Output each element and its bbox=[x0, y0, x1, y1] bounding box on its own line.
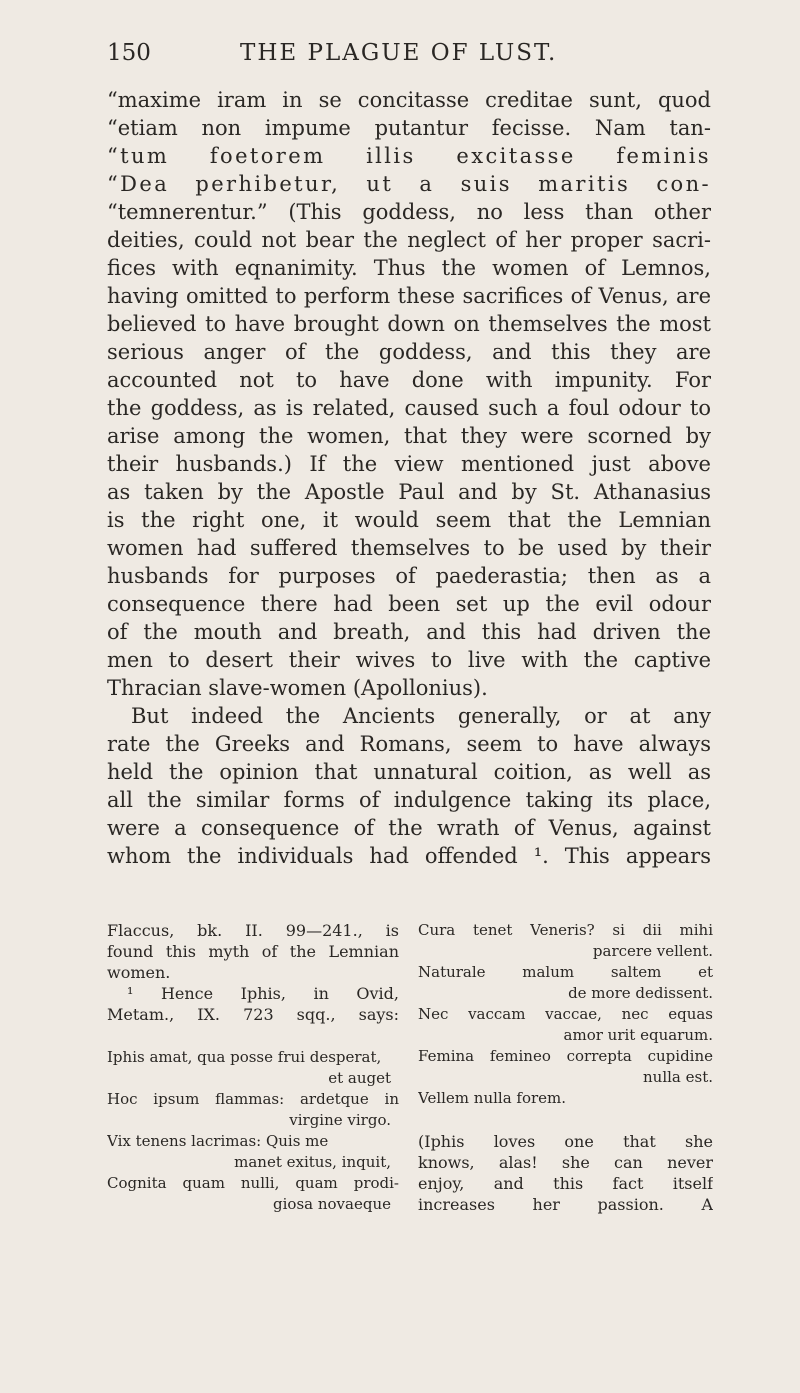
text-line: their husbands.) If the view mentioned just above bbox=[107, 452, 711, 476]
text-line: women had suffered themselves to be used by their bbox=[107, 536, 711, 560]
text-line: accounted not to have done with impunity. For bbox=[107, 368, 711, 392]
verse-line: virgine virgo. bbox=[289, 1111, 391, 1129]
footnote-line: ¹ Hence Iphis, in Ovid, bbox=[127, 984, 399, 1003]
text-line: is the right one, it would seem that the Lemnian bbox=[107, 508, 711, 532]
text-line: Thracian slave-women (Apollonius). bbox=[107, 676, 488, 700]
verse-line: giosa novaeque bbox=[273, 1195, 391, 1213]
page-number: 150 bbox=[107, 40, 151, 66]
footnote-line: increases her passion. A bbox=[418, 1195, 713, 1214]
footnote-line: women. bbox=[107, 963, 171, 982]
verse-line: Vellem nulla forem. bbox=[418, 1089, 567, 1107]
text-line: arise among the women, that they were scorned by bbox=[107, 424, 711, 448]
footnote-line: Metam., IX. 723 sqq., says: bbox=[107, 1005, 399, 1024]
text-line: as taken by the Apostle Paul and by St. Athanasius bbox=[107, 480, 711, 504]
verse-line: Naturale malum saltem et bbox=[418, 963, 713, 981]
footnotes-left-column bbox=[107, 920, 399, 1215]
verse-line: Femina femineo correpta cupidine bbox=[418, 1047, 713, 1065]
page-header bbox=[107, 40, 707, 70]
text-line: “Dea perhibetur, ut a suis maritis con- bbox=[107, 172, 711, 196]
text-line: all the similar forms of indulgence taking its place, bbox=[107, 788, 711, 812]
verse-line: Cognita quam nulli, quam prodi- bbox=[107, 1174, 399, 1192]
verse-line: Hoc ipsum flammas: ardetque in bbox=[107, 1090, 399, 1108]
footnote-line: knows, alas! she can never bbox=[418, 1153, 713, 1172]
verse-line: Iphis amat, qua posse frui desperat, bbox=[107, 1048, 382, 1066]
footnotes-right-column bbox=[418, 920, 713, 1215]
verse-line: parcere vellent. bbox=[592, 942, 713, 960]
text-line: men to desert their wives to live with the captive bbox=[107, 648, 711, 672]
text-line: But indeed the Ancients generally, or at any bbox=[131, 704, 711, 728]
text-line: whom the individuals had offended ¹. This appears bbox=[107, 844, 711, 868]
footnote-line: Flaccus, bk. II. 99—241., is bbox=[107, 921, 399, 940]
footnote-line: (Iphis loves one that she bbox=[418, 1132, 713, 1151]
verse-line: amor urit equarum. bbox=[563, 1026, 713, 1044]
footnote-line: enjoy, and this fact itself bbox=[418, 1174, 713, 1193]
text-line: the goddess, as is related, caused such a foul odour to bbox=[107, 396, 711, 420]
text-line: held the opinion that unnatural coition, as well as bbox=[107, 760, 711, 784]
running-title: THE PLAGUE OF LUST. bbox=[240, 40, 558, 66]
text-line: husbands for purposes of paederastia; then as a bbox=[107, 564, 711, 588]
text-line: “temnerentur.” (This goddess, no less than other bbox=[107, 200, 711, 224]
text-line: of the mouth and breath, and this had driven the bbox=[107, 620, 711, 644]
text-line: “maxime iram in se concitasse creditae sunt, quod bbox=[107, 88, 711, 112]
verse-line: Vix tenens lacrimas: Quis me bbox=[107, 1132, 329, 1150]
text-line: fices with eqnanimity. Thus the women of Lemnos, bbox=[107, 256, 711, 280]
text-line: were a consequence of the wrath of Venus, against bbox=[107, 816, 711, 840]
text-line: having omitted to perform these sacrifices of Venus, are bbox=[107, 284, 711, 308]
verse-line: de more dedissent. bbox=[568, 984, 713, 1002]
verse-line: nulla est. bbox=[643, 1068, 713, 1086]
verse-line: Cura tenet Veneris? si dii mihi bbox=[418, 921, 713, 939]
verse-line: Nec vaccam vaccae, nec equas bbox=[418, 1005, 713, 1023]
text-line: deities, could not bear the neglect of her proper sacri- bbox=[107, 228, 711, 252]
text-line: rate the Greeks and Romans, seem to have always bbox=[107, 732, 711, 756]
text-line: consequence there had been set up the evil odour bbox=[107, 592, 711, 616]
text-line: serious anger of the goddess, and this they are bbox=[107, 340, 711, 364]
text-line: believed to have brought down on themselves the most bbox=[107, 312, 711, 336]
footnote-line: found this myth of the Lemnian bbox=[107, 942, 399, 961]
verse-line: et auget bbox=[328, 1069, 391, 1087]
main-text bbox=[107, 86, 711, 870]
text-line: “etiam non impume putantur fecisse. Nam tan- bbox=[107, 116, 711, 140]
text-line: “tum foetorem illis excitasse feminis bbox=[107, 144, 711, 168]
verse-line: manet exitus, inquit, bbox=[234, 1153, 391, 1171]
